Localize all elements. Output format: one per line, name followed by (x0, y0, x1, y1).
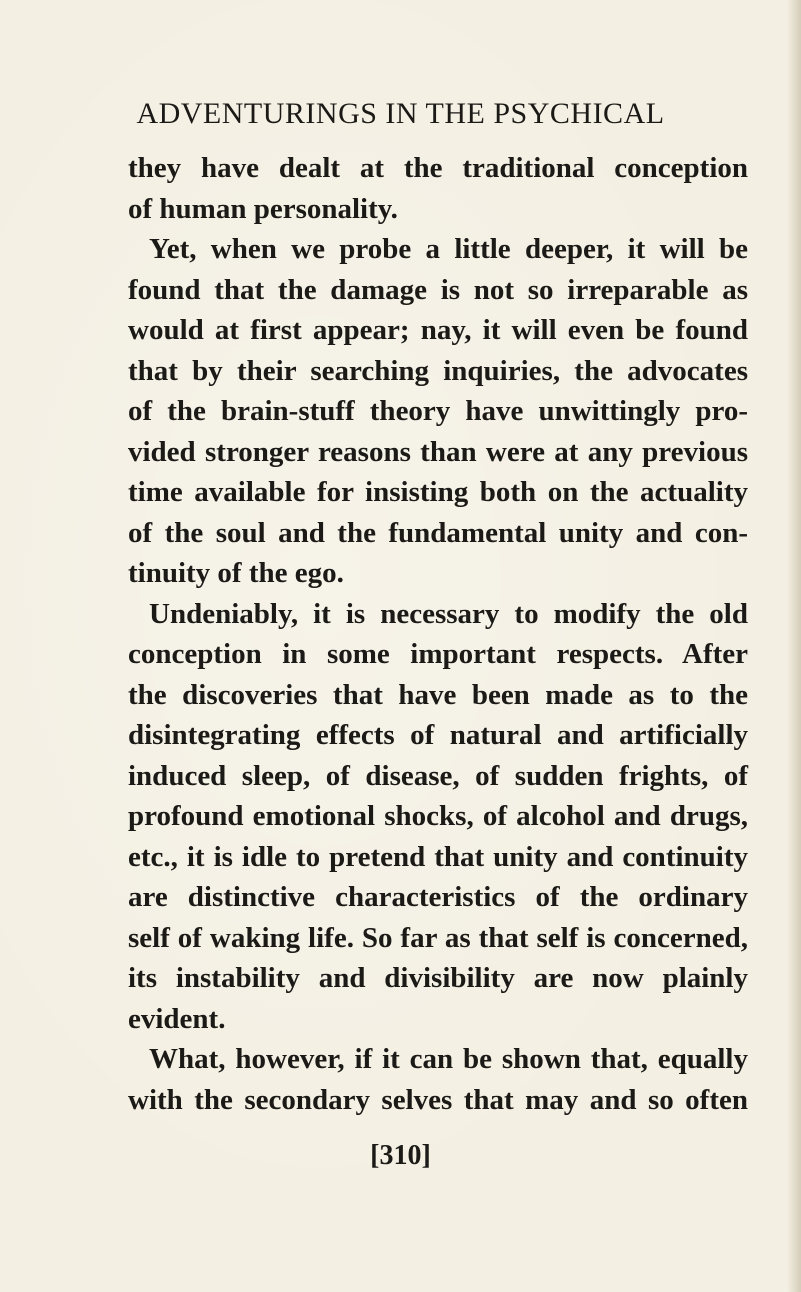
text-line: of human personality. (128, 192, 398, 225)
text-line: conception in some important respects. After (128, 638, 748, 670)
page-number: [310] (370, 1140, 431, 1171)
text-line: tinuity of the ego. (128, 557, 344, 589)
text-line: induced sleep, of disease, of sudden frights, of (128, 759, 748, 792)
text-line: found that the damage is not so irreparable as (128, 273, 748, 306)
text-line: would at first appear; nay, it will even be found (128, 314, 748, 346)
text-line: its instability and divisibility are now plainly (128, 962, 748, 994)
page-edge-shadow (787, 0, 801, 1292)
text-line: self of waking life. So far as that self is concerned, (128, 921, 748, 954)
text-line: etc., it is idle to pretend that unity and continuity (128, 840, 748, 873)
text-line: that by their searching inquiries, the advocates (128, 354, 748, 387)
text-line: of the brain-stuff theory have unwittingly pro- (128, 395, 748, 427)
text-line: the discoveries that have been made as to the (128, 678, 748, 711)
running-head: ADVENTURINGS IN THE PSYCHICAL (136, 97, 665, 130)
text-line: vided stronger reasons than were at any previous (128, 435, 748, 468)
text-line: Yet, when we probe a little deeper, it will be (149, 233, 748, 265)
text-line: Undeniably, it is necessary to modify the old (149, 597, 748, 630)
text-line: profound emotional shocks, of alcohol and drugs, (128, 800, 748, 832)
text-line: time available for insisting both on the actuality (128, 476, 748, 508)
text-line: evident. (128, 1002, 226, 1035)
text-line: are distinctive characteristics of the ordinary (128, 881, 748, 913)
text-line: disintegrating effects of natural and artificially (128, 719, 748, 751)
text-line: What, however, if it can be shown that, equally (149, 1043, 748, 1075)
text-line: of the soul and the fundamental unity and con- (128, 516, 748, 549)
text-line: they have dealt at the traditional conception (128, 152, 748, 184)
body-text (128, 148, 748, 1120)
text-line: with the secondary selves that may and so often (128, 1083, 748, 1116)
